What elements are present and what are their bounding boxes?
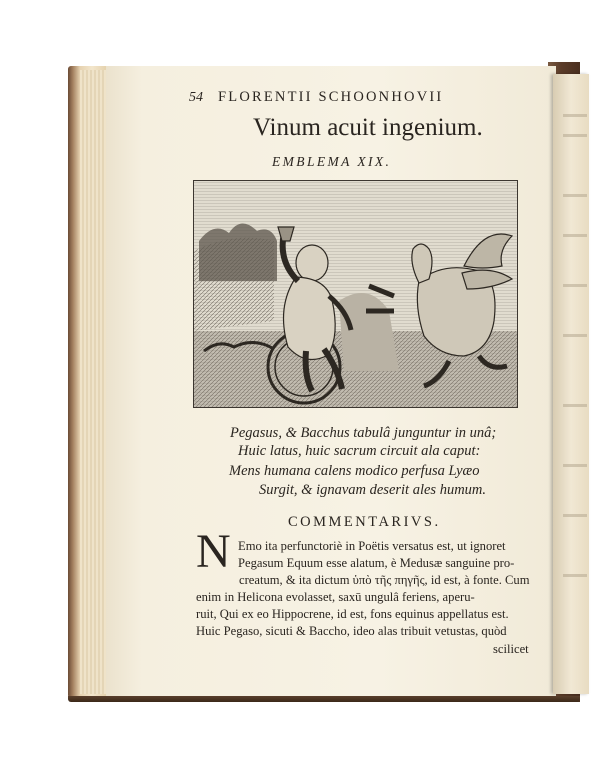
verse-line-4: Surgit, & ignavam deserit ales humum. — [259, 482, 487, 498]
running-head: FLORENTII SCHOONHOVII — [218, 89, 444, 105]
commentary-line-3: creatum, & ita dictum ὑπὸ τῆς πηγῆς, id est, à fonte. Cum — [239, 573, 530, 587]
verse-line-3: Mens humana calens modico perfusa Lyæo — [229, 463, 480, 479]
commentary-line-5: ruit, Qui ex eo Hippocrene, id est, fons equinus appellatus est. — [196, 607, 509, 621]
emblem-label: EMBLEMA XIX. — [272, 154, 392, 169]
page-edges — [80, 70, 108, 694]
emblem-engraving — [193, 180, 518, 408]
commentary-line-4: enim in Helicona evolasset, saxū ungulâ feriens, aperu- — [196, 590, 475, 604]
facing-page-edge — [553, 74, 589, 694]
verse-line-2: Huic latus, huic sacrum circuit ala caput: — [238, 443, 481, 459]
commentary-line-2: Pegasum Equum esse alatum, è Medusæ sanguine pro- — [238, 556, 515, 570]
page-number: 54 — [189, 90, 203, 105]
book-bottom-edge — [68, 696, 580, 702]
verse-line-1: Pegasus, & Bacchus tabulâ junguntur in unâ; — [230, 425, 497, 441]
commentary-line-1: Emo ita perfunctoriè in Poëtis versatus est, ut ignoret — [238, 539, 506, 553]
emblem-title: Vinum acuit ingenium. — [253, 114, 483, 141]
commentary-line-6: Huic Pegaso, sicuti & Baccho, ideo alas tribuit vetustas, quòd — [196, 624, 507, 638]
catchword: scilicet — [493, 642, 529, 656]
drop-cap: N — [196, 525, 231, 578]
commentary-heading: COMMENTARIVS. — [288, 514, 441, 530]
